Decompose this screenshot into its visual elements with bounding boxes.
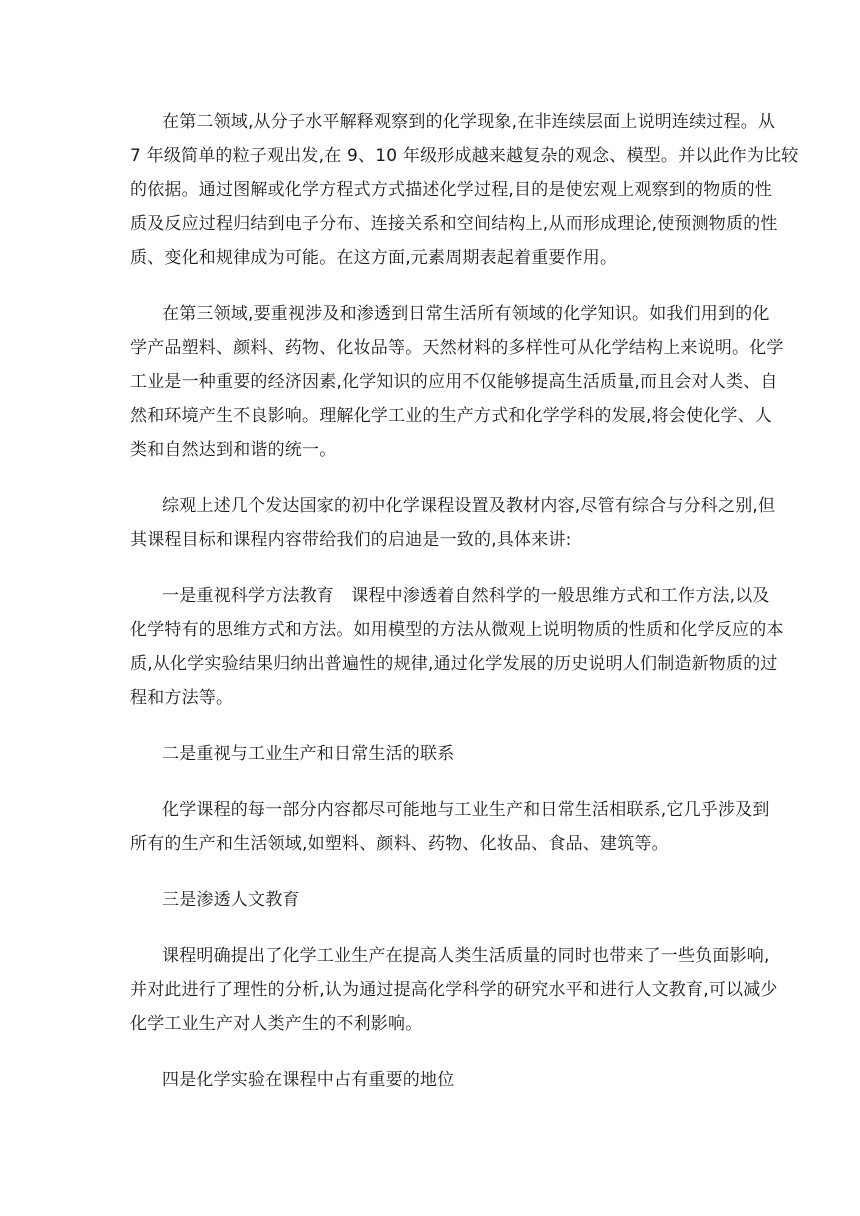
paragraph-8-line-3: 化学工业生产对人类产生的不利影响。 <box>130 1014 423 1034</box>
paragraph-6-line-1: 化学课程的每一部分内容都尽可能地与工业生产和日常生活相联系,它几乎涉及到 <box>162 800 770 820</box>
paragraph-4-line-4: 程和方法等。 <box>130 688 234 708</box>
paragraph-5-heading: 二是重视与工业生产和日常生活的联系 <box>162 744 455 764</box>
paragraph-2-line-5: 类和自然达到和谐的统一。 <box>130 440 337 460</box>
paragraph-7-heading: 三是渗透人文教育 <box>162 890 300 910</box>
paragraph-3-line-1: 综观上述几个发达国家的初中化学课程设置及教材内容,尽管有综合与分科之别,但 <box>162 496 776 516</box>
paragraph-8-line-1: 课程明确提出了化学工业生产在提高人类生活质量的同时也带来了一些负面影响, <box>162 946 770 966</box>
paragraph-1-line-4: 质及反应过程归结到电子分布、连接关系和空间结构上,从而形成理论,使预测物质的性 <box>130 214 778 234</box>
paragraph-1-line-1: 在第二领域,从分子水平解释观察到的化学现象,在非连续层面上说明连续过程。从 <box>162 112 776 132</box>
paragraph-1-line-2: 7 年级简单的粒子观出发,在 9、10 年级形成越来越复杂的观念、模型。并以此作为比较 <box>130 146 799 166</box>
paragraph-9-heading: 四是化学实验在课程中占有重要的地位 <box>162 1070 455 1090</box>
paragraph-2-line-4: 然和环境产生不良影响。理解化学工业的生产方式和化学学科的发展,将会使化学、人 <box>130 406 773 426</box>
paragraph-2-line-1: 在第三领域,要重视涉及和渗透到日常生活所有领域的化学知识。如我们用到的化 <box>162 304 770 324</box>
paragraph-3-line-2: 其课程目标和课程内容带给我们的启迪是一致的,具体来讲: <box>130 530 572 550</box>
paragraph-1-line-5: 质、变化和规律成为可能。在这方面,元素周期表起着重要作用。 <box>130 248 618 268</box>
paragraph-8-line-2: 并对此进行了理性的分析,认为通过提高化学科学的研究水平和进行人文教育,可以减少 <box>130 980 778 1000</box>
paragraph-4-line-3: 质,从化学实验结果归纳出普遍性的规律,通过化学发展的历史说明人们制造新物质的过 <box>130 654 778 674</box>
paragraph-2-line-3: 工业是一种重要的经济因素,化学知识的应用不仅能够提高生活质量,而且会对人类、自 <box>130 372 778 392</box>
paragraph-6-line-2: 所有的生产和生活领域,如塑料、颜料、药物、化妆品、食品、建筑等。 <box>130 834 669 854</box>
paragraph-4-line-2: 化学特有的思维方式和方法。如用模型的方法从微观上说明物质的性质和化学反应的本 <box>130 620 784 640</box>
paragraph-4-line-1: 一是重视科学方法教育 课程中渗透着自然科学的一般思维方式和工作方法,以及 <box>162 586 770 606</box>
paragraph-1-line-3: 的依据。通过图解或化学方程式方式描述化学过程,目的是使宏观上观察到的物质的性 <box>130 180 773 200</box>
paragraph-2-line-2: 学产品塑料、颜料、药物、化妆品等。天然材料的多样性可从化学结构上来说明。化学 <box>130 338 784 358</box>
